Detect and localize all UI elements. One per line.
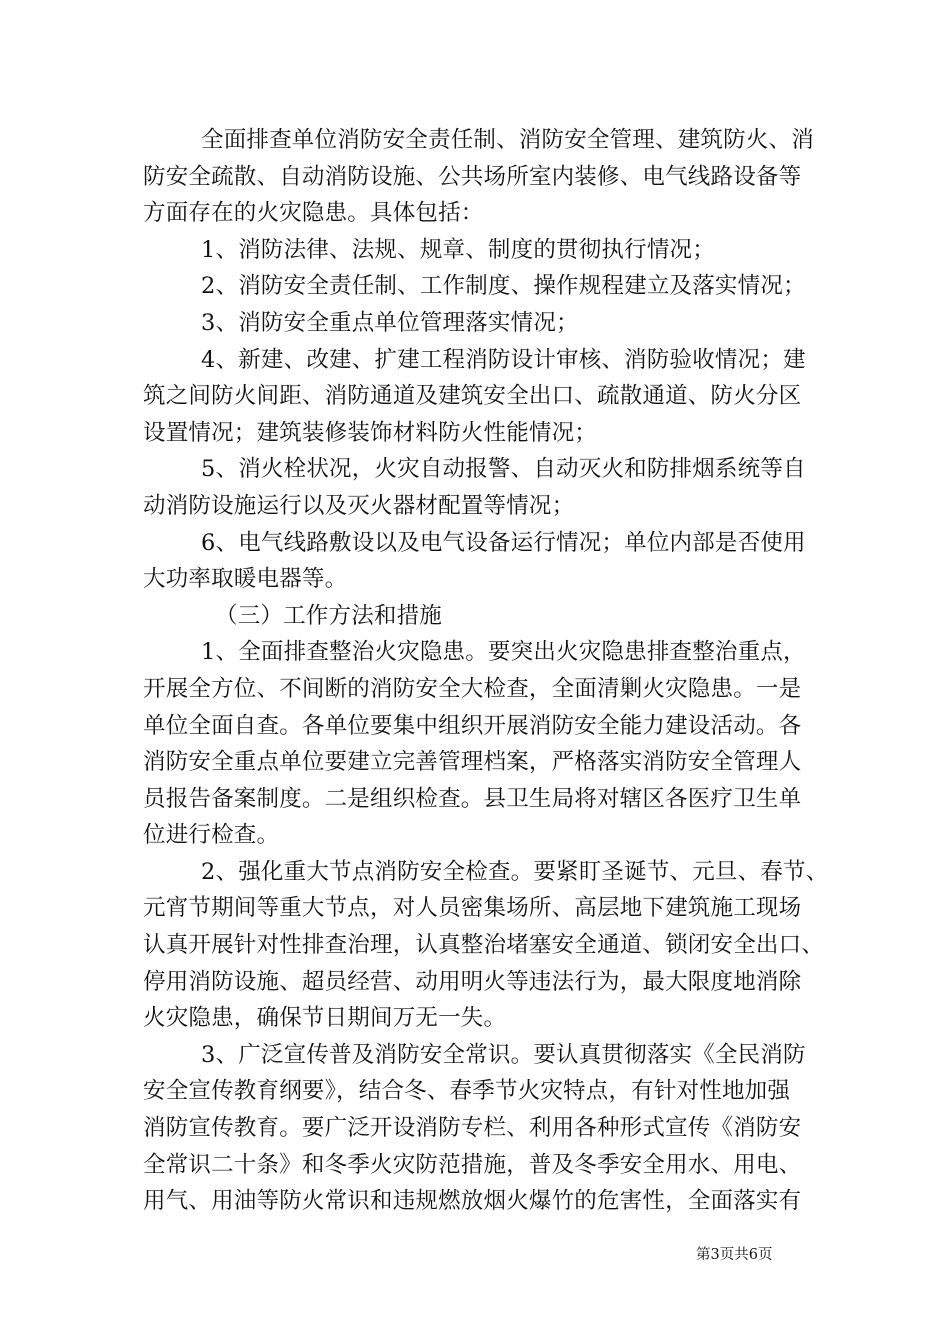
list-item-6: 6、电气线路敷设以及电气设备运行情况；单位内部是否使用 <box>201 529 806 556</box>
paragraph-line: 停用消防设施、超员经营、动用明火等违法行为，最大限度地消除 <box>143 968 802 995</box>
paragraph-line: 用气、用油等防火常识和违规燃放烟火爆竹的危害性，全面落实有 <box>143 1188 802 1215</box>
paragraph-line: 员报告备案制度。二是组织检查。县卫生局将对辖区各医疗卫生单 <box>143 785 802 812</box>
list-item-3: 3、消防安全重点单位管理落实情况； <box>201 309 579 336</box>
paragraph-line: 认真开展针对性排查治理，认真整治堵塞安全通道、锁闭安全出口、 <box>143 932 825 959</box>
paragraph-line: 动消防设施运行以及灭火器材配置等情况； <box>143 492 575 519</box>
section-heading: （三）工作方法和措施 <box>215 602 443 629</box>
paragraph-line: 筑之间防火间距、消防通道及建筑安全出口、疏散通道、防火分区 <box>143 383 802 410</box>
paragraph-line: 开展全方位、不间断的消防安全大检查，全面清剿火灾隐患。一是 <box>143 675 802 702</box>
paragraph-line: 大功率取暖电器等。 <box>143 566 348 593</box>
paragraph-line: 全面排查单位消防安全责任制、消防安全管理、建筑防火、消 <box>201 127 814 153</box>
measure-item-1: 1、全面排查整治火灾隐患。要突出火灾隐患排查整治重点， <box>201 639 806 666</box>
paragraph-line: 元宵节期间等重大节点，对人员密集场所、高层地下建筑施工现场 <box>143 895 802 922</box>
paragraph-line: 全常识二十条》和冬季火灾防范措施，普及冬季安全用水、用电、 <box>143 1151 802 1178</box>
list-item-2: 2、消防安全责任制、工作制度、操作规程建立及落实情况； <box>201 273 806 300</box>
document-body <box>143 122 829 1220</box>
paragraph-line: 位进行检查。 <box>143 822 280 849</box>
list-item-1: 1、消防法律、法规、规章、制度的贯彻执行情况； <box>201 236 715 263</box>
paragraph-line: 消防宣传教育。要广泛开设消防专栏、利用各种形式宣传《消防安 <box>143 1115 802 1142</box>
paragraph-line: 防安全疏散、自动消防设施、公共场所室内装修、电气线路设备等 <box>143 163 802 190</box>
paragraph-line: 安全宣传教育纲要》，结合冬、春季节火灾特点，有针对性地加强 <box>143 1078 791 1105</box>
paragraph-line: 消防安全重点单位要建立完善管理档案，严格落实消防安全管理人 <box>143 749 802 776</box>
list-item-4: 4、新建、改建、扩建工程消防设计审核、消防验收情况；建 <box>201 346 806 373</box>
paragraph-line: 火灾隐患，确保节日期间万无一失。 <box>143 1005 507 1032</box>
measure-item-3: 3、广泛宣传普及消防安全常识。要认真贯彻落实《全民消防 <box>201 1041 806 1068</box>
page-number: 第3页共6页 <box>696 1247 773 1263</box>
paragraph-line: 设置情况；建筑装修装饰材料防火性能情况； <box>143 419 598 446</box>
paragraph-line: 方面存在的火灾隐患。具体包括： <box>143 200 484 227</box>
measure-item-2: 2、强化重大节点消防安全检查。要紧盯圣诞节、元旦、春节、 <box>201 858 829 885</box>
list-item-5: 5、消火栓状况，火灾自动报警、自动灭火和防排烟系统等自 <box>201 456 806 483</box>
paragraph-line: 单位全面自查。各单位要集中组织开展消防安全能力建设活动。各 <box>143 712 802 739</box>
